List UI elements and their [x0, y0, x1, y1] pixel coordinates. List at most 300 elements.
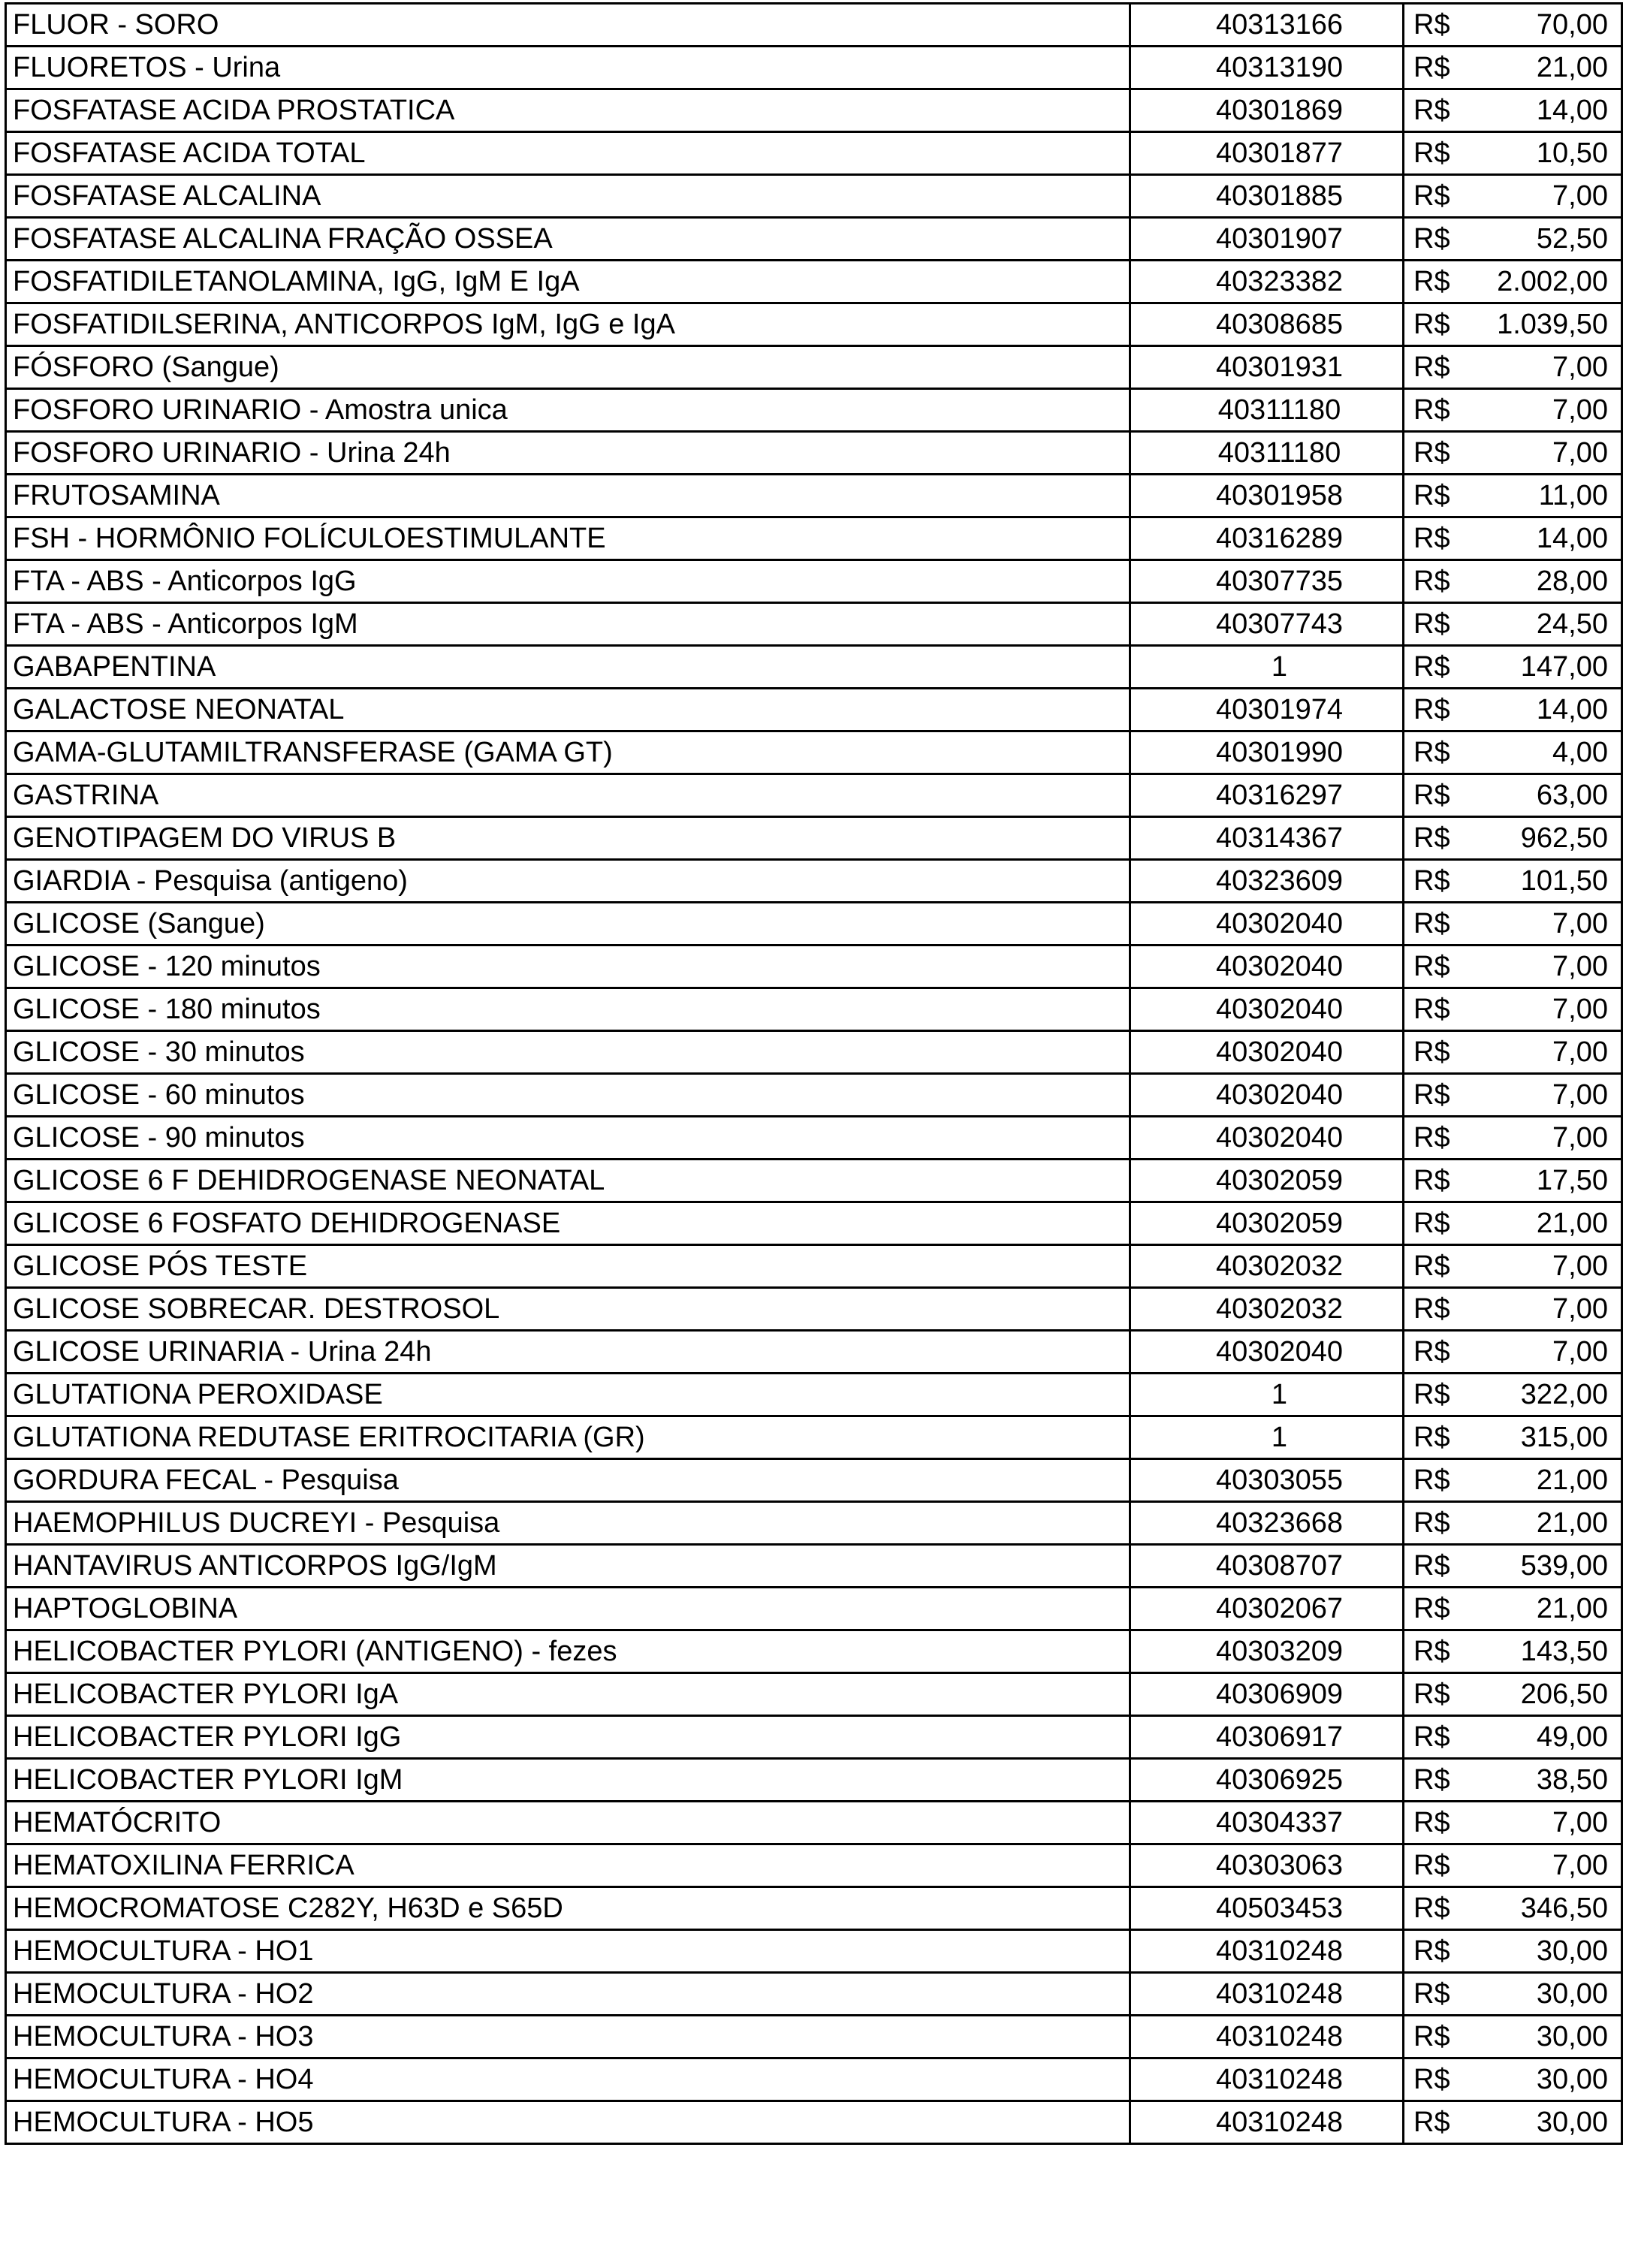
price-amount: 7,00 — [1552, 908, 1608, 939]
price-amount: 63,00 — [1536, 780, 1608, 811]
price-cell[interactable] — [1404, 1202, 1622, 1245]
exam-code-cell[interactable]: 40303209 — [1130, 1630, 1404, 1673]
exam-code-cell[interactable]: 40311180 — [1130, 432, 1404, 475]
exam-name-cell[interactable]: GLICOSE - 60 minutos — [6, 1074, 1130, 1117]
price-amount: 1.039,50 — [1497, 309, 1608, 340]
exam-name-cell[interactable]: HEMATÓCRITO — [6, 1802, 1130, 1844]
price-amount: 322,00 — [1520, 1379, 1608, 1410]
table-row — [6, 946, 1622, 988]
currency-symbol: R$ — [1413, 951, 1450, 982]
price-cell[interactable] — [1404, 1716, 1622, 1759]
exam-name-cell[interactable]: FSH - HORMÔNIO FOLÍCULOESTIMULANTE — [6, 517, 1130, 560]
price-cell[interactable] — [1404, 1759, 1622, 1802]
price-amount: 7,00 — [1552, 1036, 1608, 1068]
currency-symbol: R$ — [1413, 694, 1450, 725]
price-amount: 70,00 — [1536, 9, 1608, 41]
price-amount: 346,50 — [1520, 1893, 1608, 1924]
table-row — [6, 1673, 1622, 1716]
currency-symbol: R$ — [1413, 1079, 1450, 1111]
price-cell[interactable] — [1404, 132, 1622, 175]
exam-code-cell[interactable]: 40302067 — [1130, 1588, 1404, 1630]
price-cell[interactable] — [1404, 1288, 1622, 1331]
exam-code-cell[interactable]: 40303063 — [1130, 1844, 1404, 1887]
exam-name-cell[interactable]: FÓSFORO (Sangue) — [6, 346, 1130, 389]
price-cell[interactable] — [1404, 1416, 1622, 1459]
price-cell[interactable] — [1404, 1502, 1622, 1545]
exam-code-cell[interactable]: 40314367 — [1130, 817, 1404, 860]
exam-code-cell[interactable]: 40304337 — [1130, 1802, 1404, 1844]
price-cell[interactable] — [1404, 1374, 1622, 1416]
price-amount: 7,00 — [1552, 1079, 1608, 1111]
price-cell[interactable] — [1404, 2058, 1622, 2101]
currency-symbol: R$ — [1413, 1293, 1450, 1325]
price-cell[interactable] — [1404, 1245, 1622, 1288]
currency-symbol: R$ — [1413, 1507, 1450, 1539]
exam-name-cell[interactable]: HEMOCULTURA - HO1 — [6, 1930, 1130, 1973]
exam-code-cell[interactable]: 40310248 — [1130, 1973, 1404, 2016]
currency-symbol: R$ — [1413, 1850, 1450, 1881]
price-cell[interactable] — [1404, 988, 1622, 1031]
table-row — [6, 646, 1622, 689]
price-cell[interactable] — [1404, 1545, 1622, 1588]
table-row — [6, 1031, 1622, 1074]
exam-code-cell[interactable]: 40303055 — [1130, 1459, 1404, 1502]
table-row — [6, 1416, 1622, 1459]
exam-code-cell[interactable]: 40308707 — [1130, 1545, 1404, 1588]
exam-code-cell[interactable]: 1 — [1130, 1374, 1404, 1416]
table-row — [6, 1245, 1622, 1288]
exam-name-cell[interactable]: GASTRINA — [6, 774, 1130, 817]
currency-symbol: R$ — [1413, 180, 1450, 212]
price-cell[interactable] — [1404, 475, 1622, 517]
exam-name-cell[interactable]: GLICOSE SOBRECAR. DESTROSOL — [6, 1288, 1130, 1331]
price-amount: 21,00 — [1536, 1208, 1608, 1239]
price-cell[interactable] — [1404, 1630, 1622, 1673]
exam-name-cell[interactable]: FLUOR - SORO — [6, 4, 1130, 47]
exam-code-cell[interactable]: 40301931 — [1130, 346, 1404, 389]
currency-symbol: R$ — [1413, 52, 1450, 83]
exam-code-cell[interactable]: 40313166 — [1130, 4, 1404, 47]
price-cell[interactable] — [1404, 2101, 1622, 2144]
table-row — [6, 218, 1622, 261]
price-cell[interactable] — [1404, 1673, 1622, 1716]
currency-symbol: R$ — [1413, 1336, 1450, 1368]
price-amount: 7,00 — [1552, 1807, 1608, 1838]
price-cell[interactable] — [1404, 1930, 1622, 1973]
table-body — [6, 4, 1622, 2144]
table-row — [6, 860, 1622, 903]
exam-name-cell[interactable]: HEMOCROMATOSE C282Y, H63D e S65D — [6, 1887, 1130, 1930]
price-cell[interactable] — [1404, 560, 1622, 603]
table-row — [6, 1716, 1622, 1759]
price-cell[interactable] — [1404, 1074, 1622, 1117]
exam-name-cell[interactable]: FOSFATASE ALCALINA — [6, 175, 1130, 218]
exam-code-cell[interactable]: 40302059 — [1130, 1160, 1404, 1202]
price-cell[interactable] — [1404, 817, 1622, 860]
table-row — [6, 988, 1622, 1031]
exam-name-cell[interactable]: HELICOBACTER PYLORI IgM — [6, 1759, 1130, 1802]
price-cell[interactable] — [1404, 1844, 1622, 1887]
currency-symbol: R$ — [1413, 865, 1450, 897]
exam-code-cell[interactable]: 40306909 — [1130, 1673, 1404, 1716]
price-amount: 17,50 — [1536, 1165, 1608, 1196]
price-amount: 143,50 — [1520, 1636, 1608, 1667]
table-row — [6, 1074, 1622, 1117]
table-row — [6, 689, 1622, 731]
exam-code-cell[interactable]: 40302040 — [1130, 903, 1404, 946]
price-cell[interactable] — [1404, 1117, 1622, 1160]
table-row — [6, 603, 1622, 646]
currency-symbol: R$ — [1413, 223, 1450, 255]
price-amount: 206,50 — [1520, 1678, 1608, 1710]
price-cell[interactable] — [1404, 1459, 1622, 1502]
table-row — [6, 2058, 1622, 2101]
exam-code-cell[interactable]: 40301958 — [1130, 475, 1404, 517]
table-row — [6, 774, 1622, 817]
exam-name-cell[interactable]: GLICOSE PÓS TESTE — [6, 1245, 1130, 1288]
table-row — [6, 1588, 1622, 1630]
currency-symbol: R$ — [1413, 9, 1450, 41]
exam-code-cell[interactable]: 40323609 — [1130, 860, 1404, 903]
exam-code-cell[interactable]: 40301974 — [1130, 689, 1404, 731]
price-cell[interactable] — [1404, 4, 1622, 47]
currency-symbol: R$ — [1413, 737, 1450, 768]
exam-code-cell[interactable]: 40301907 — [1130, 218, 1404, 261]
table-row — [6, 1288, 1622, 1331]
exam-code-cell[interactable]: 40302040 — [1130, 988, 1404, 1031]
exam-name-cell[interactable]: GORDURA FECAL - Pesquisa — [6, 1459, 1130, 1502]
currency-symbol: R$ — [1413, 1807, 1450, 1838]
currency-symbol: R$ — [1413, 565, 1450, 597]
currency-symbol: R$ — [1413, 1208, 1450, 1239]
exam-name-cell[interactable]: HAEMOPHILUS DUCREYI - Pesquisa — [6, 1502, 1130, 1545]
currency-symbol: R$ — [1413, 351, 1450, 383]
currency-symbol: R$ — [1413, 137, 1450, 169]
exam-name-cell[interactable]: HAPTOGLOBINA — [6, 1588, 1130, 1630]
price-amount: 7,00 — [1552, 994, 1608, 1025]
price-cell[interactable] — [1404, 1031, 1622, 1074]
exam-name-cell[interactable]: FRUTOSAMINA — [6, 475, 1130, 517]
table-row — [6, 1930, 1622, 1973]
exam-code-cell[interactable]: 1 — [1130, 1416, 1404, 1459]
table-row — [6, 1502, 1622, 1545]
table-row — [6, 132, 1622, 175]
currency-symbol: R$ — [1413, 1721, 1450, 1753]
exam-name-cell[interactable]: GLICOSE 6 F DEHIDROGENASE NEONATAL — [6, 1160, 1130, 1202]
exam-name-cell[interactable]: FTA - ABS - Anticorpos IgG — [6, 560, 1130, 603]
table-row — [6, 4, 1622, 47]
exam-code-cell[interactable]: 40302040 — [1130, 1331, 1404, 1374]
table-row — [6, 261, 1622, 303]
price-amount: 30,00 — [1536, 1935, 1608, 1967]
table-row — [6, 346, 1622, 389]
table-row — [6, 1973, 1622, 2016]
exam-code-cell[interactable]: 40301885 — [1130, 175, 1404, 218]
price-amount: 4,00 — [1552, 737, 1608, 768]
price-cell[interactable] — [1404, 517, 1622, 560]
price-amount: 14,00 — [1536, 523, 1608, 554]
table-row — [6, 1844, 1622, 1887]
currency-symbol: R$ — [1413, 1379, 1450, 1410]
exam-name-cell[interactable]: GLICOSE 6 FOSFATO DEHIDROGENASE — [6, 1202, 1130, 1245]
price-cell[interactable] — [1404, 175, 1622, 218]
exam-name-cell[interactable]: FOSFORO URINARIO - Urina 24h — [6, 432, 1130, 475]
price-amount: 7,00 — [1552, 1293, 1608, 1325]
currency-symbol: R$ — [1413, 1550, 1450, 1582]
price-amount: 7,00 — [1552, 951, 1608, 982]
currency-symbol: R$ — [1413, 1678, 1450, 1710]
currency-symbol: R$ — [1413, 1636, 1450, 1667]
currency-symbol: R$ — [1413, 608, 1450, 640]
currency-symbol: R$ — [1413, 1036, 1450, 1068]
price-amount: 14,00 — [1536, 95, 1608, 126]
exam-name-cell[interactable]: HELICOBACTER PYLORI IgA — [6, 1673, 1130, 1716]
price-cell[interactable] — [1404, 1973, 1622, 2016]
exam-code-cell[interactable]: 40323382 — [1130, 261, 1404, 303]
price-amount: 52,50 — [1536, 223, 1608, 255]
exam-name-cell[interactable]: FLUORETOS - Urina — [6, 47, 1130, 89]
exam-code-cell[interactable]: 40310248 — [1130, 2101, 1404, 2144]
table-row — [6, 47, 1622, 89]
price-cell[interactable] — [1404, 946, 1622, 988]
table-row — [6, 1117, 1622, 1160]
table-row — [6, 731, 1622, 774]
exam-code-cell[interactable]: 40307743 — [1130, 603, 1404, 646]
price-cell[interactable] — [1404, 1802, 1622, 1844]
price-amount: 14,00 — [1536, 694, 1608, 725]
currency-symbol: R$ — [1413, 1978, 1450, 2010]
currency-symbol: R$ — [1413, 480, 1450, 511]
price-cell[interactable] — [1404, 1887, 1622, 1930]
exam-name-cell[interactable]: HELICOBACTER PYLORI IgG — [6, 1716, 1130, 1759]
price-cell[interactable] — [1404, 303, 1622, 346]
currency-symbol: R$ — [1413, 1593, 1450, 1624]
exam-name-cell[interactable]: HELICOBACTER PYLORI (ANTIGENO) - fezes — [6, 1630, 1130, 1673]
exam-code-cell[interactable]: 40306925 — [1130, 1759, 1404, 1802]
exam-code-cell[interactable]: 40302040 — [1130, 1117, 1404, 1160]
exam-code-cell[interactable]: 40307735 — [1130, 560, 1404, 603]
exam-name-cell[interactable]: HANTAVIRUS ANTICORPOS IgG/IgM — [6, 1545, 1130, 1588]
price-amount: 7,00 — [1552, 437, 1608, 469]
exam-code-cell[interactable]: 40301990 — [1130, 731, 1404, 774]
currency-symbol: R$ — [1413, 1935, 1450, 1967]
price-amount: 21,00 — [1536, 1464, 1608, 1496]
price-amount: 30,00 — [1536, 2021, 1608, 2052]
exam-code-cell[interactable]: 40316289 — [1130, 517, 1404, 560]
price-amount: 49,00 — [1536, 1721, 1608, 1753]
exam-name-cell[interactable]: GLICOSE - 90 minutos — [6, 1117, 1130, 1160]
table-row — [6, 1802, 1622, 1844]
table-row — [6, 1630, 1622, 1673]
table-row — [6, 1374, 1622, 1416]
currency-symbol: R$ — [1413, 1122, 1450, 1154]
price-cell[interactable] — [1404, 731, 1622, 774]
exam-name-cell[interactable]: FOSFATIDILSERINA, ANTICORPOS IgM, IgG e IgA — [6, 303, 1130, 346]
exam-price-table — [5, 2, 1623, 2145]
price-amount: 10,50 — [1536, 137, 1608, 169]
currency-symbol: R$ — [1413, 822, 1450, 854]
price-amount: 7,00 — [1552, 1250, 1608, 1282]
currency-symbol: R$ — [1413, 523, 1450, 554]
exam-name-cell[interactable]: GLICOSE - 180 minutos — [6, 988, 1130, 1031]
price-amount: 7,00 — [1552, 180, 1608, 212]
price-amount: 21,00 — [1536, 52, 1608, 83]
table-row — [6, 1459, 1622, 1502]
price-cell[interactable] — [1404, 1588, 1622, 1630]
currency-symbol: R$ — [1413, 266, 1450, 297]
price-amount: 962,50 — [1520, 822, 1608, 854]
price-cell[interactable] — [1404, 860, 1622, 903]
price-cell[interactable] — [1404, 389, 1622, 432]
exam-name-cell[interactable]: HEMOCULTURA - HO3 — [6, 2016, 1130, 2058]
currency-symbol: R$ — [1413, 994, 1450, 1025]
table-row — [6, 1545, 1622, 1588]
exam-code-cell[interactable]: 40310248 — [1130, 2016, 1404, 2058]
exam-name-cell[interactable]: HEMOCULTURA - HO5 — [6, 2101, 1130, 2144]
table-row — [6, 817, 1622, 860]
price-cell[interactable] — [1404, 346, 1622, 389]
exam-code-cell[interactable]: 40310248 — [1130, 1930, 1404, 1973]
exam-name-cell[interactable]: GABAPENTINA — [6, 646, 1130, 689]
price-cell[interactable] — [1404, 774, 1622, 817]
exam-code-cell[interactable]: 40313190 — [1130, 47, 1404, 89]
exam-code-cell[interactable]: 40302040 — [1130, 1074, 1404, 1117]
exam-name-cell[interactable]: FOSFATASE ACIDA TOTAL — [6, 132, 1130, 175]
price-cell[interactable] — [1404, 689, 1622, 731]
currency-symbol: R$ — [1413, 780, 1450, 811]
exam-code-cell[interactable]: 40306917 — [1130, 1716, 1404, 1759]
table-row — [6, 1887, 1622, 1930]
currency-symbol: R$ — [1413, 2064, 1450, 2095]
currency-symbol: R$ — [1413, 2107, 1450, 2138]
exam-name-cell[interactable]: GIARDIA - Pesquisa (antigeno) — [6, 860, 1130, 903]
exam-name-cell[interactable]: GLUTATIONA REDUTASE ERITROCITARIA (GR) — [6, 1416, 1130, 1459]
exam-code-cell[interactable]: 40301877 — [1130, 132, 1404, 175]
price-amount: 2.002,00 — [1497, 266, 1608, 297]
exam-code-cell[interactable]: 40302040 — [1130, 1031, 1404, 1074]
table-row — [6, 475, 1622, 517]
currency-symbol: R$ — [1413, 95, 1450, 126]
exam-code-cell[interactable]: 40316297 — [1130, 774, 1404, 817]
price-amount: 7,00 — [1552, 1850, 1608, 1881]
price-amount: 7,00 — [1552, 394, 1608, 426]
exam-code-cell[interactable]: 40311180 — [1130, 389, 1404, 432]
table-row — [6, 2016, 1622, 2058]
exam-code-cell[interactable]: 40302032 — [1130, 1288, 1404, 1331]
exam-code-cell[interactable]: 40503453 — [1130, 1887, 1404, 1930]
price-amount: 7,00 — [1552, 1336, 1608, 1368]
price-amount: 30,00 — [1536, 2064, 1608, 2095]
currency-symbol: R$ — [1413, 1464, 1450, 1496]
table-row — [6, 1331, 1622, 1374]
exam-code-cell[interactable]: 1 — [1130, 646, 1404, 689]
exam-name-cell[interactable]: FOSFATASE ALCALINA FRAÇÃO OSSEA — [6, 218, 1130, 261]
currency-symbol: R$ — [1413, 2021, 1450, 2052]
price-cell[interactable] — [1404, 903, 1622, 946]
exam-name-cell[interactable]: HEMATOXILINA FERRICA — [6, 1844, 1130, 1887]
exam-code-cell[interactable]: 40310248 — [1130, 2058, 1404, 2101]
exam-name-cell[interactable]: HEMOCULTURA - HO2 — [6, 1973, 1130, 2016]
exam-name-cell[interactable]: GAMA-GLUTAMILTRANSFERASE (GAMA GT) — [6, 731, 1130, 774]
price-amount: 147,00 — [1520, 651, 1608, 683]
table-row — [6, 1160, 1622, 1202]
price-cell[interactable] — [1404, 603, 1622, 646]
price-cell[interactable] — [1404, 218, 1622, 261]
price-cell[interactable] — [1404, 1331, 1622, 1374]
table-row — [6, 389, 1622, 432]
currency-symbol: R$ — [1413, 1165, 1450, 1196]
exam-name-cell[interactable]: FOSFATIDILETANOLAMINA, IgG, IgM E IgA — [6, 261, 1130, 303]
price-amount: 21,00 — [1536, 1507, 1608, 1539]
exam-name-cell[interactable]: GALACTOSE NEONATAL — [6, 689, 1130, 731]
exam-name-cell[interactable]: FTA - ABS - Anticorpos IgM — [6, 603, 1130, 646]
exam-name-cell[interactable]: GLICOSE - 120 minutos — [6, 946, 1130, 988]
currency-symbol: R$ — [1413, 309, 1450, 340]
price-cell[interactable] — [1404, 432, 1622, 475]
exam-code-cell[interactable]: 40308685 — [1130, 303, 1404, 346]
exam-name-cell[interactable]: FOSFORO URINARIO - Amostra unica — [6, 389, 1130, 432]
currency-symbol: R$ — [1413, 1250, 1450, 1282]
exam-code-cell[interactable]: 40302032 — [1130, 1245, 1404, 1288]
price-amount: 7,00 — [1552, 1122, 1608, 1154]
price-amount: 11,00 — [1538, 480, 1608, 511]
price-amount: 315,00 — [1520, 1422, 1608, 1453]
table-row — [6, 303, 1622, 346]
price-cell[interactable] — [1404, 47, 1622, 89]
exam-name-cell[interactable]: FOSFATASE ACIDA PROSTATICA — [6, 89, 1130, 132]
price-amount: 101,50 — [1520, 865, 1608, 897]
currency-symbol: R$ — [1413, 1764, 1450, 1796]
currency-symbol: R$ — [1413, 908, 1450, 939]
table-row — [6, 175, 1622, 218]
exam-code-cell[interactable]: 40302059 — [1130, 1202, 1404, 1245]
price-amount: 28,00 — [1536, 565, 1608, 597]
price-amount: 24,50 — [1536, 608, 1608, 640]
exam-name-cell[interactable]: HEMOCULTURA - HO4 — [6, 2058, 1130, 2101]
exam-name-cell[interactable]: GENOTIPAGEM DO VIRUS B — [6, 817, 1130, 860]
price-amount: 21,00 — [1536, 1593, 1608, 1624]
exam-code-cell[interactable]: 40302040 — [1130, 946, 1404, 988]
price-amount: 30,00 — [1536, 1978, 1608, 2010]
table-row — [6, 1202, 1622, 1245]
price-cell[interactable] — [1404, 1160, 1622, 1202]
currency-symbol: R$ — [1413, 1422, 1450, 1453]
currency-symbol: R$ — [1413, 651, 1450, 683]
price-amount: 38,50 — [1536, 1764, 1608, 1796]
exam-code-cell[interactable]: 40323668 — [1130, 1502, 1404, 1545]
currency-symbol: R$ — [1413, 394, 1450, 426]
price-amount: 30,00 — [1536, 2107, 1608, 2138]
table-row — [6, 1759, 1622, 1802]
price-amount: 539,00 — [1520, 1550, 1608, 1582]
price-cell[interactable] — [1404, 261, 1622, 303]
currency-symbol: R$ — [1413, 1893, 1450, 1924]
exam-name-cell[interactable]: GLICOSE (Sangue) — [6, 903, 1130, 946]
table-row — [6, 517, 1622, 560]
price-amount: 7,00 — [1552, 351, 1608, 383]
currency-symbol: R$ — [1413, 437, 1450, 469]
price-cell[interactable] — [1404, 2016, 1622, 2058]
exam-name-cell[interactable]: GLICOSE - 30 minutos — [6, 1031, 1130, 1074]
price-cell[interactable] — [1404, 646, 1622, 689]
exam-name-cell[interactable]: GLUTATIONA PEROXIDASE — [6, 1374, 1130, 1416]
exam-code-cell[interactable]: 40301869 — [1130, 89, 1404, 132]
price-cell[interactable] — [1404, 89, 1622, 132]
table-row — [6, 432, 1622, 475]
table-row — [6, 903, 1622, 946]
exam-name-cell[interactable]: GLICOSE URINARIA - Urina 24h — [6, 1331, 1130, 1374]
table-row — [6, 89, 1622, 132]
